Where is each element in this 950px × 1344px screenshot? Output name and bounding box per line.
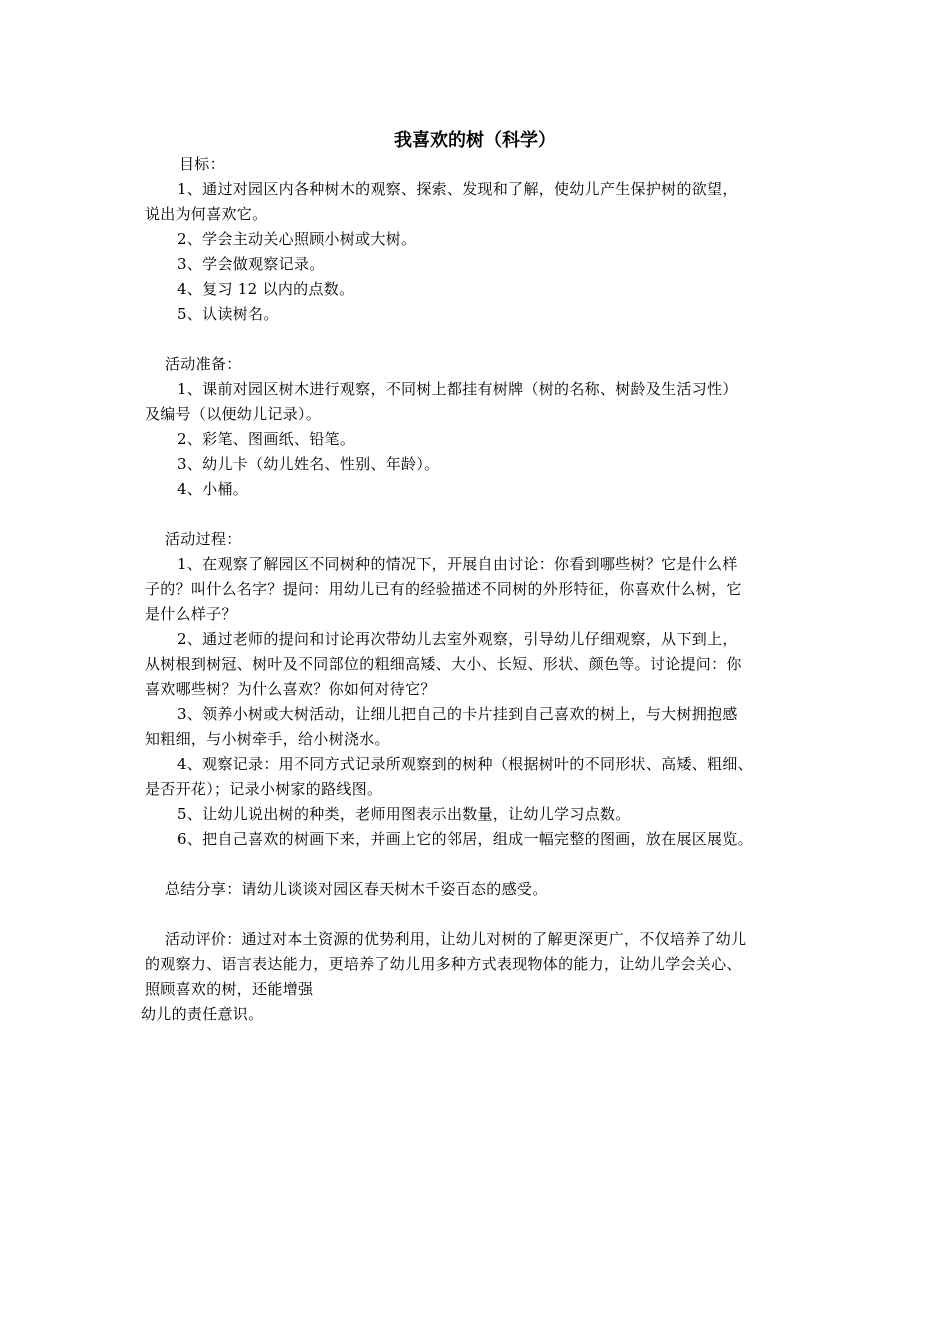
evaluation-line-2: 的观察力、语言表达能力，更培养了幼儿用多种方式表现物体的能力，让幼儿学会关心、	[145, 955, 742, 973]
spacer	[145, 502, 810, 527]
goals-item-5: 5、认读树名。	[177, 305, 279, 323]
process-item-3a: 3、领养小树或大树活动，让细儿把自己的卡片挂到自己喜欢的树上，与大树拥抱感	[177, 705, 738, 723]
process-item-5: 5、让幼儿说出树的种类，老师用图表示出数量，让幼儿学习点数。	[177, 805, 631, 823]
process-item-1b: 子的？叫什么名字？提问：用幼儿已有的经验描述不同树的外形特征，你喜欢什么树，它	[145, 580, 742, 598]
preparation-item-1a: 1、课前对园区树木进行观察，不同树上都挂有树牌（树的名称、树龄及生活习性）	[177, 380, 738, 398]
document-body	[141, 152, 810, 1027]
process-item-6: 6、把自己喜欢的树画下来，并画上它的邻居，组成一幅完整的图画，放在展区展览。	[177, 830, 753, 848]
preparation-item-3: 3、幼儿卡（幼儿姓名、性别、年龄）。	[177, 455, 440, 473]
process-item-2a: 2、通过老师的提问和讨论再次带幼儿去室外观察，引导幼儿仔细观察，从下到上，	[177, 630, 738, 648]
process-item-3b: 知粗细，与小树牵手，给小树浇水。	[145, 730, 390, 748]
goals-heading: 目标：	[179, 155, 225, 173]
process-item-1c: 是什么样子？	[145, 605, 237, 623]
process-item-1a: 1、在观察了解园区不同树种的情况下，开展自由讨论：你看到哪些树？它是什么样	[177, 555, 738, 573]
preparation-heading: 活动准备：	[165, 355, 242, 373]
goals-item-4: 4、复习 12 以内的点数。	[177, 280, 355, 298]
goals-item-1b: 说出为何喜欢它。	[145, 205, 268, 223]
process-heading: 活动过程：	[165, 530, 242, 548]
summary-text: 总结分享：请幼儿谈谈对园区春天树木千姿百态的感受。	[165, 880, 548, 898]
process-item-4b: 是否开花）；记录小树家的路线图。	[145, 780, 383, 798]
spacer	[145, 852, 810, 877]
goals-item-3: 3、学会做观察记录。	[177, 255, 325, 273]
goals-item-1a: 1、通过对园区内各种树木的观察、探索、发现和了解，使幼儿产生保护树的欲望，	[177, 180, 738, 198]
spacer	[145, 902, 810, 927]
process-item-4a: 4、观察记录：用不同方式记录所观察到的树种（根据树叶的不同形状、高矮、粗细、	[177, 755, 753, 773]
goals-item-2: 2、学会主动关心照顾小树或大树。	[177, 230, 417, 248]
document-title: 我喜欢的树（科学）	[394, 130, 556, 151]
preparation-item-1b: 及编号（以便幼儿记录）。	[145, 405, 322, 423]
preparation-item-4: 4、小桶。	[177, 480, 249, 498]
evaluation-line-1: 活动评价：通过对本土资源的优势利用，让幼儿对树的了解更深更广，不仅培养了幼儿	[165, 930, 747, 948]
spacer	[145, 327, 810, 352]
preparation-item-2: 2、彩笔、图画纸、铅笔。	[177, 430, 356, 448]
process-item-2c: 喜欢哪些树？为什么喜欢？你如何对待它？	[145, 680, 436, 698]
evaluation-line-4: 幼儿的责任意识。	[141, 1005, 264, 1023]
process-item-2b: 从树根到树冠、树叶及不同部位的粗细高矮、大小、长短、形状、颜色等。讨论提问：你	[145, 655, 742, 673]
evaluation-line-3: 照顾喜欢的树，还能增强	[145, 980, 314, 998]
